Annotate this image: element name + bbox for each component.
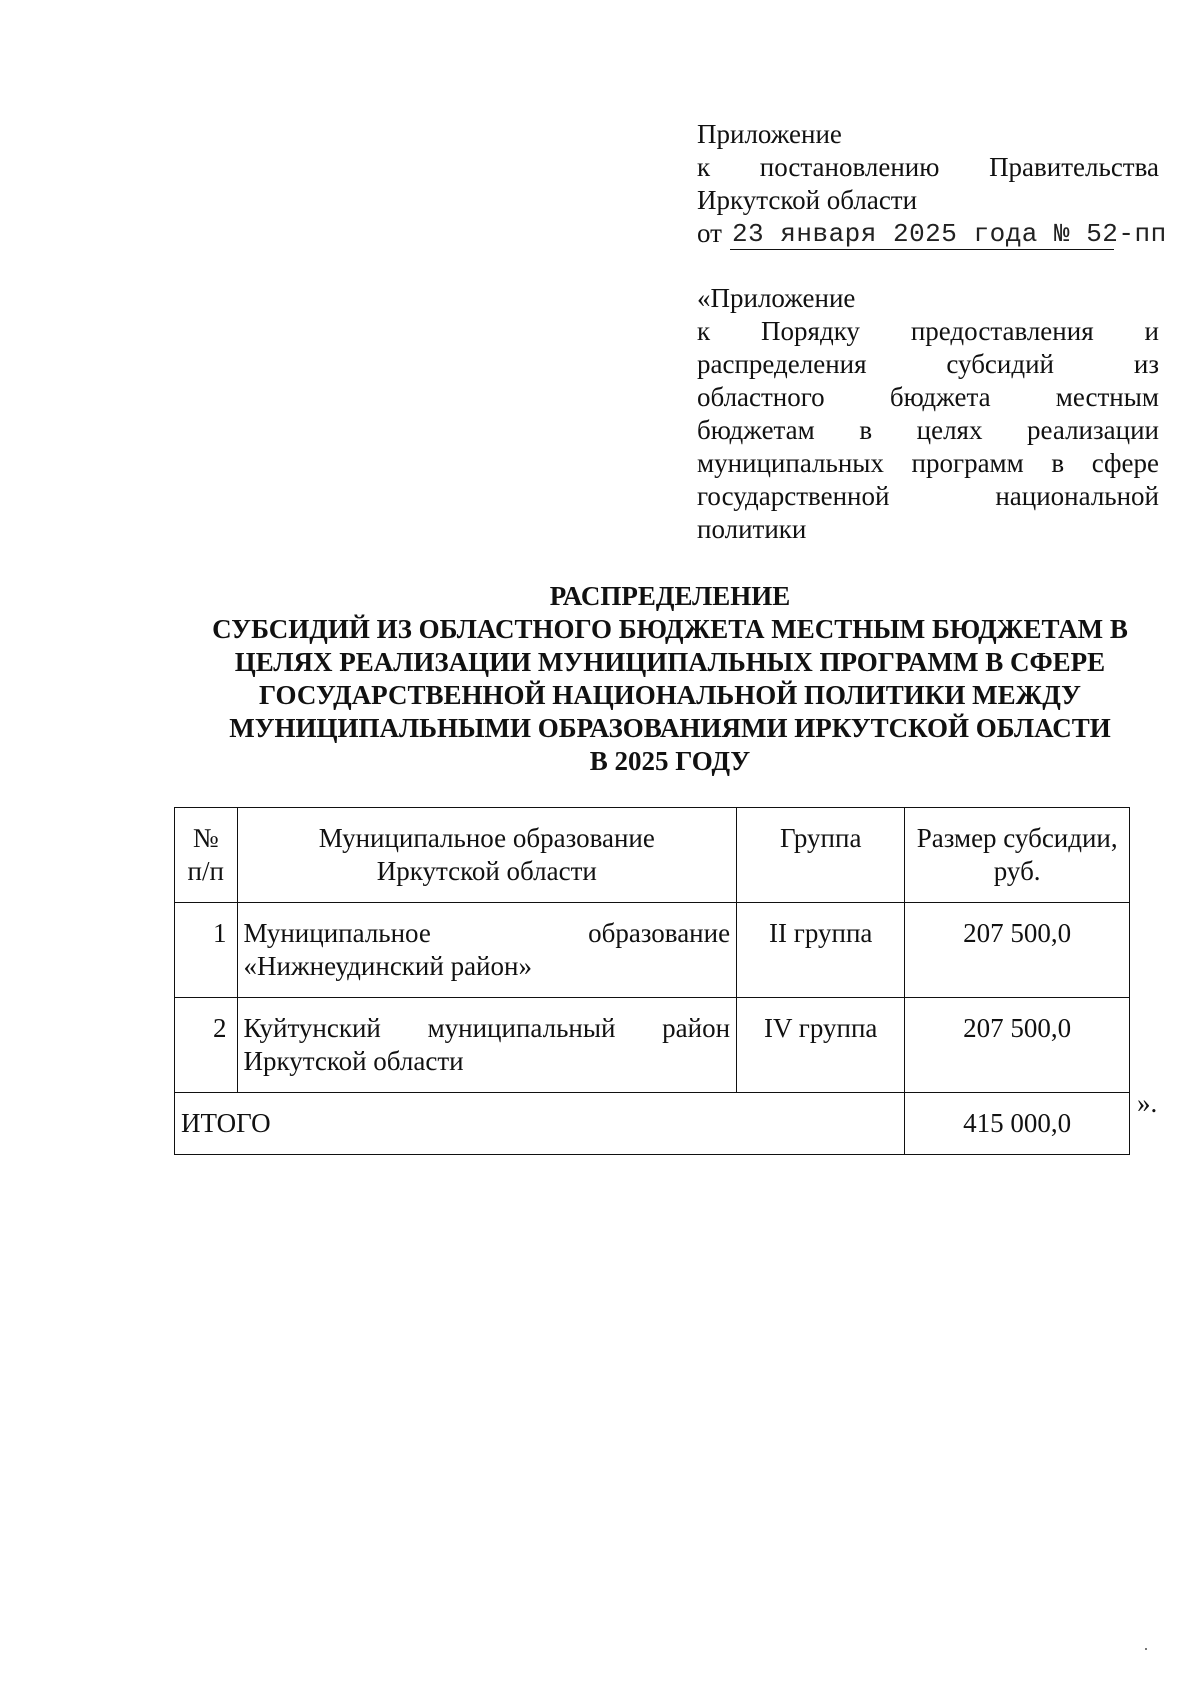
- quoted-word: Порядку: [761, 316, 860, 346]
- quoted-word: из: [1133, 349, 1159, 379]
- appendix-word: к: [697, 152, 711, 182]
- row-number: 1: [175, 903, 238, 998]
- quoted-appendix-line: [697, 447, 1159, 480]
- header-size-line: руб.: [993, 856, 1041, 886]
- municipality-word: муниципальный: [427, 1013, 616, 1043]
- appendix-word: Правительства: [989, 152, 1159, 182]
- document-title: [150, 580, 1190, 778]
- municipality-line: «Нижнеудинский район»: [243, 951, 532, 981]
- appendix-word: постановлению: [759, 152, 940, 182]
- quoted-word: в: [859, 415, 873, 445]
- quoted-appendix-line: [697, 348, 1159, 381]
- municipality-word: Муниципальное: [243, 918, 431, 948]
- quoted-word: сфере: [1091, 448, 1159, 478]
- row-subsidy-size: 207 500,0: [905, 903, 1130, 998]
- appendix-region: Иркутской области: [697, 185, 918, 215]
- title-line: ГОСУДАРСТВЕННОЙ НАЦИОНАЛЬНОЙ ПОЛИТИКИ МЕЖДУ: [259, 680, 1081, 710]
- title-line: ЦЕЛЯХ РЕАЛИЗАЦИИ МУНИЦИПАЛЬНЫХ ПРОГРАММ В СФЕРЕ: [234, 647, 1106, 677]
- header-size-line: Размер субсидии,: [916, 823, 1118, 853]
- title-line: РАСПРЕДЕЛЕНИЕ: [549, 581, 791, 611]
- quoted-appendix-line: [697, 480, 1159, 513]
- header-number-sign: №: [192, 823, 219, 853]
- quoted-appendix-last-line: политики: [697, 514, 807, 544]
- quoted-word: бюджетам: [697, 415, 815, 445]
- quoted-appendix-line: [697, 381, 1159, 414]
- table-total-row: [175, 1093, 1130, 1155]
- quoted-word: программ: [911, 448, 1024, 478]
- quoted-appendix-line: [697, 414, 1159, 447]
- row-municipality: [237, 998, 737, 1093]
- municipality-word: район: [662, 1013, 731, 1043]
- title-line: СУБСИДИЙ ИЗ ОБЛАСТНОГО БЮДЖЕТА МЕСТНЫМ БЮДЖЕТАМ В: [212, 614, 1128, 644]
- row-municipality: [237, 903, 737, 998]
- header-municipality-line: Иркутской области: [376, 856, 597, 886]
- row-number: 2: [175, 998, 238, 1093]
- quoted-word: распределения: [697, 349, 867, 379]
- row-group: IV группа: [737, 998, 905, 1093]
- table-header-row: [175, 808, 1130, 903]
- header-number: [175, 808, 238, 903]
- title-line: МУНИЦИПАЛЬНЫМИ ОБРАЗОВАНИЯМИ ИРКУТСКОЙ ОБЛАСТИ: [229, 713, 1111, 743]
- header-group-label: Группа: [780, 823, 862, 853]
- quoted-word: субсидий: [946, 349, 1054, 379]
- row-subsidy-size: 207 500,0: [905, 998, 1130, 1093]
- quoted-word: государственной: [697, 481, 890, 511]
- header-municipality-line: Муниципальное образование: [318, 823, 655, 853]
- total-subsidy-size: 415 000,0: [905, 1093, 1130, 1155]
- municipality-line: Иркутской области: [243, 1046, 464, 1076]
- appendix-date-prefix: от: [697, 218, 722, 248]
- header-subsidy-size: [905, 808, 1130, 903]
- total-label: ИТОГО: [175, 1093, 905, 1155]
- scan-speck: [1145, 1648, 1147, 1650]
- quoted-word: предоставления: [910, 316, 1094, 346]
- appendix-decree-line: [697, 151, 1159, 184]
- appendix-header: [697, 118, 1167, 250]
- quoted-word: к: [697, 316, 711, 346]
- header-number-abbr: п/п: [187, 856, 224, 886]
- quoted-appendix-line: [697, 315, 1159, 348]
- decree-date-number: 23 января 2025 года № 52-пп: [731, 219, 1167, 249]
- quoted-word: местным: [1055, 382, 1159, 412]
- municipality-word: образование: [588, 918, 731, 948]
- quoted-word: и: [1144, 316, 1159, 346]
- row-group: II группа: [737, 903, 905, 998]
- quoted-word: целях: [916, 415, 983, 445]
- municipality-line: [244, 917, 731, 950]
- municipality-line: [244, 1012, 731, 1045]
- quoted-word: бюджета: [889, 382, 991, 412]
- table-row: [175, 903, 1130, 998]
- appendix-date-line: [697, 217, 1167, 250]
- quoted-appendix-label: «Приложение: [697, 283, 856, 313]
- title-line: В 2025 ГОДУ: [589, 746, 751, 776]
- quoted-appendix: [697, 282, 1159, 546]
- quoted-word: областного: [697, 382, 825, 412]
- quoted-word: национальной: [995, 481, 1159, 511]
- header-municipality: [237, 808, 737, 903]
- table-row: [175, 998, 1130, 1093]
- closing-quote-mark: ».: [1137, 1088, 1158, 1118]
- header-group: [737, 808, 905, 903]
- quoted-word: реализации: [1027, 415, 1159, 445]
- subsidy-table: [174, 807, 1130, 1155]
- quoted-word: муниципальных: [697, 448, 884, 478]
- quoted-word: в: [1051, 448, 1065, 478]
- appendix-label: Приложение: [697, 119, 842, 149]
- municipality-word: Куйтунский: [243, 1013, 381, 1043]
